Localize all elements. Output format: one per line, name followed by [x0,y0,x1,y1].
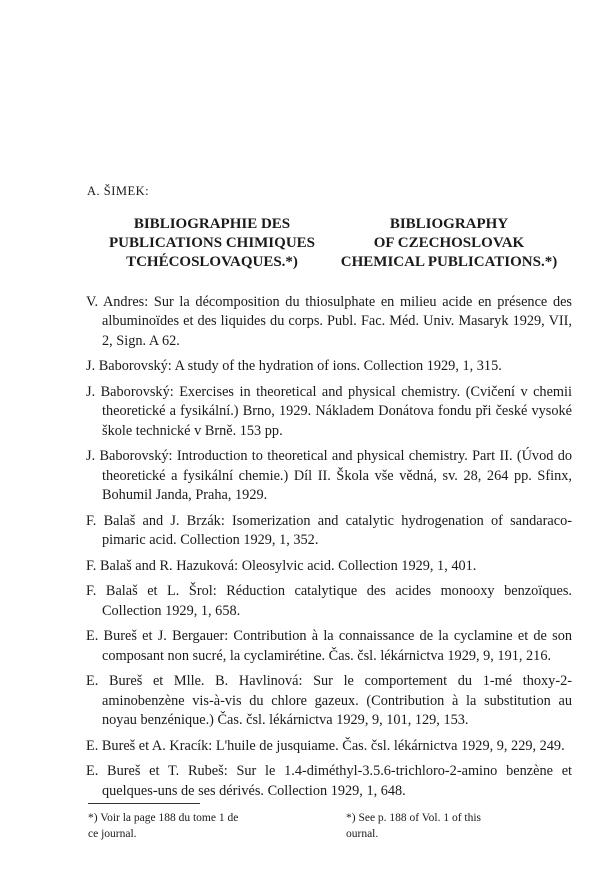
title-english-line: CHEMICAL PUBLICATIONS.*) [340,254,558,270]
footnote-line: *) Voir la page 188 du tome 1 de [88,812,239,824]
bibliography-list [86,293,572,807]
entry-line: F. Balaš and J. Brzák: Isomerization and catalytic hydrogenation [86,512,491,529]
entry-line: E. Bureš et Mlle. B. Havlinová: Sur le comportement du 1-mé [86,673,513,690]
entry-line: Part II. (Úvod do theoretické a fysikální chemie.) Díl II. Škola vše [102,448,572,484]
bibliography-entry [86,447,572,505]
entry-line: (Cvičení v chemii theoretické a fysikální.) Brno, 1929. Nákladem [102,384,572,420]
entry-line: E. Bureš et A. Kracík: L'huile de jusquiame. Čas. čsl. lékárnictva [86,737,461,754]
entry-line: cyclamine et de son composant non sucré, la cyclamirétine. Čas. čsl. [102,628,573,664]
entry-line: 101, 129, 153. [386,712,469,729]
bibliography-entry [86,293,572,351]
bibliography-entry [86,557,572,576]
entry-line: of sandaraco-pimaric acid. Collection 1929, 1, 352. [102,512,572,549]
bibliography-entry [86,512,572,551]
entry-line: benzoïques. Collection 1929, 1, 658. [102,583,572,619]
title-french-line: TCHÉCOSLOVAQUES.*) [126,254,298,270]
entry-line: en présence des albuminoïdes et des liquides du corps. Publ. Fac. [102,294,572,330]
bibliography-entry [86,737,572,756]
bibliography-entry [86,383,572,441]
footnote-line: *) See p. 188 of Vol. 1 of this [346,812,482,824]
entry-line: V. Andres: Sur la décomposition du thiosulphate en milieu acide [86,294,479,310]
footnote-french [88,810,318,842]
entry-line: benzène et quelques-uns de ses dérivés. Collection 1929, 1, 648. [102,763,573,799]
entry-line: E. Bureš et T. Rubeš: Sur le 1.4-diméthyl-3.5.6-trichloro-2-amino [86,763,498,780]
entry-line: E. Bureš et J. Bergauer: Contribution à la connaissance de la [86,628,454,645]
entry-line: thoxy-2-aminobenzène vis-à-vis du chlore gazeux. (Contribution à la [102,673,572,709]
entry-line: Donátova fondu při české vysoké škole technické v Brně. 153 pp. [102,403,572,439]
entry-line: vědná, sv. 28, 264 pp. Sfinx, Bohumil Janda, Praha, 1929. [102,467,572,504]
footnote-line: ce journal. [88,828,137,840]
title-english [318,215,580,272]
entry-line: J. Baborovský: Introduction to theoretical and physical chemistry. [86,448,473,465]
entry-line: 1, 315. [462,358,502,375]
footnote-line: ournal. [346,828,379,840]
author-name: A. ŠIMEK: [87,184,150,198]
entry-line: lékárnictva 1929, 9, 191, 216. [380,647,552,664]
title-english-line: BIBLIOGRAPHY [389,216,509,232]
footnote-separator [88,803,200,804]
title-french-line: BIBLIOGRAPHIE DES [133,216,291,232]
footnote-english [346,810,574,842]
bibliography-entry [86,357,572,376]
entry-line: J. Baborovský: Exercises in theoretical and physical chemistry. [86,384,466,400]
entry-line: F. Balaš and R. Hazuková: Oleosylvic acid. Collection 1929, 1, 401. [86,557,477,574]
entry-line: substitution au noyau benzénique.) Čas. čsl. lékárnictva 1929, 9, [102,692,572,729]
bibliography-entry [86,582,572,621]
title-french [82,215,342,272]
entry-line: Méd. Univ. Masaryk 1929, VII, 2, Sign. A 62. [102,313,572,349]
bibliography-entry [86,762,572,801]
entry-line: 1929, 9, 229, 249. [461,737,565,754]
entry-line: J. Baborovský: A study of the hydration of ions. Collection 1929, [86,358,463,375]
bibliography-entry [86,627,572,666]
bibliography-entry [86,672,572,730]
title-english-line: OF CZECHOSLOVAK [373,235,525,251]
entry-line: F. Balaš et L. Šrol: Réduction catalytique des acides monooxy [86,583,495,600]
title-french-line: PUBLICATIONS CHIMIQUES [108,235,315,251]
